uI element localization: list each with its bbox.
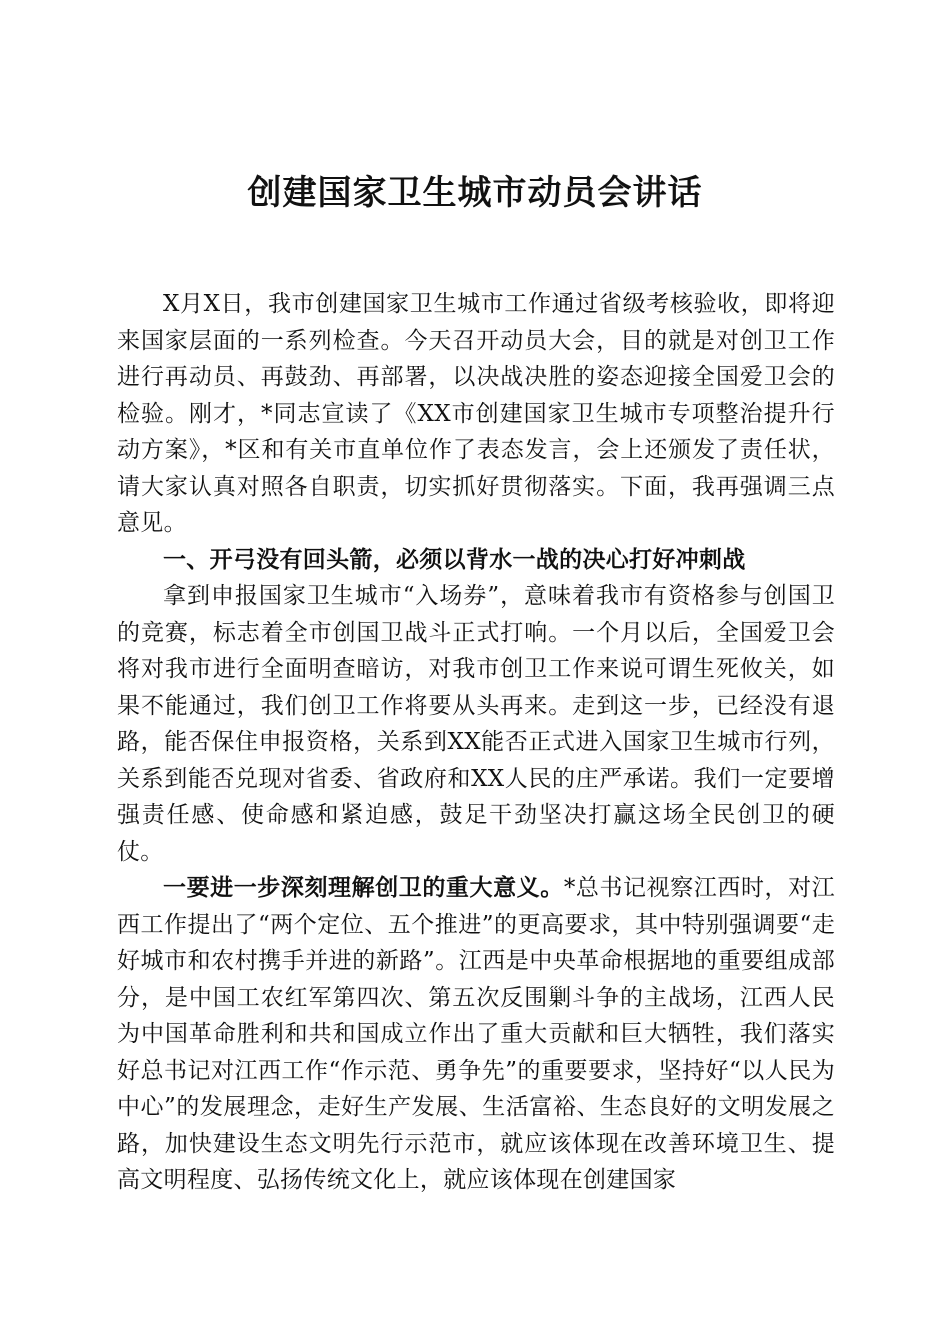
page-title: 创建国家卫生城市动员会讲话 xyxy=(247,173,703,213)
paragraph-section-1: 拿到申报国家卫生城市“入场券”，意味着我市有资格参与创国卫的竞赛，标志着全市创国卫战斗正式打响。一个月以后，全国爱卫会将对我市进行全面明查暗访，对我市创卫工作来说可谓生死攸关，如果不能通过，我们创卫工作将要从头再来。走到这一步，已经没有退路，能否保住申报资格，关系到XX能否正式进入国家卫生城市行列，关系到能否兑现对省委、省政府和XX人民的庄严承诺。我们一定要增强责任感、使命感和紧迫感，鼓足干劲坚决打赢这场全民创卫的硬仗。 xyxy=(117,583,835,865)
section-heading-1: 一、开弓没有回头箭，必须以背水一战的决心打好冲刺战 xyxy=(163,546,746,573)
point-1-text: *总书记视察江西时，对江西工作提出了“两个定位、五个推进”的更高要求，其中特别强调要“走好城市和农村携手并进的新路”。江西是中央革命根据地的重要组成部分，是中国工农红军第四次、第五次反围剿斗争的主战场，江西人民为中国革命胜利和共和国成立作出了重大贡献和巨大牺牲，我们落实好总书记对江西工作“作示范、勇争先”的重要要求，坚持好“以人民为中心”的发展理念，走好生产发展、生活富裕、生态良好的文明发展之路，加快建设生态文明先行示范市，就应该体现在改善环境卫生、提高文明程度、弘扬传统文化上，就应该体现在创建国家 xyxy=(117,875,835,1193)
document-body xyxy=(117,286,835,1199)
point-1-lead: 一要进一步深刻理解创卫的重大意义。 xyxy=(163,874,564,901)
paragraph-intro: X月X日，我市创建国家卫生城市工作通过省级考核验收，即将迎来国家层面的一系列检查。今天召开动员大会，目的就是对创卫工作进行再动员、再鼓劲、再部署，以决战决胜的姿态迎接全国爱卫会的检验。刚才，*同志宣读了《XX市创建国家卫生城市专项整治提升行动方案》，*区和有关市直单位作了表态发言，会上还颁发了责任状，请大家认真对照各自职责，切实抓好贯彻落实。下面，我再强调三点意见。 xyxy=(117,291,835,536)
paragraph-point-1 xyxy=(117,870,835,1199)
